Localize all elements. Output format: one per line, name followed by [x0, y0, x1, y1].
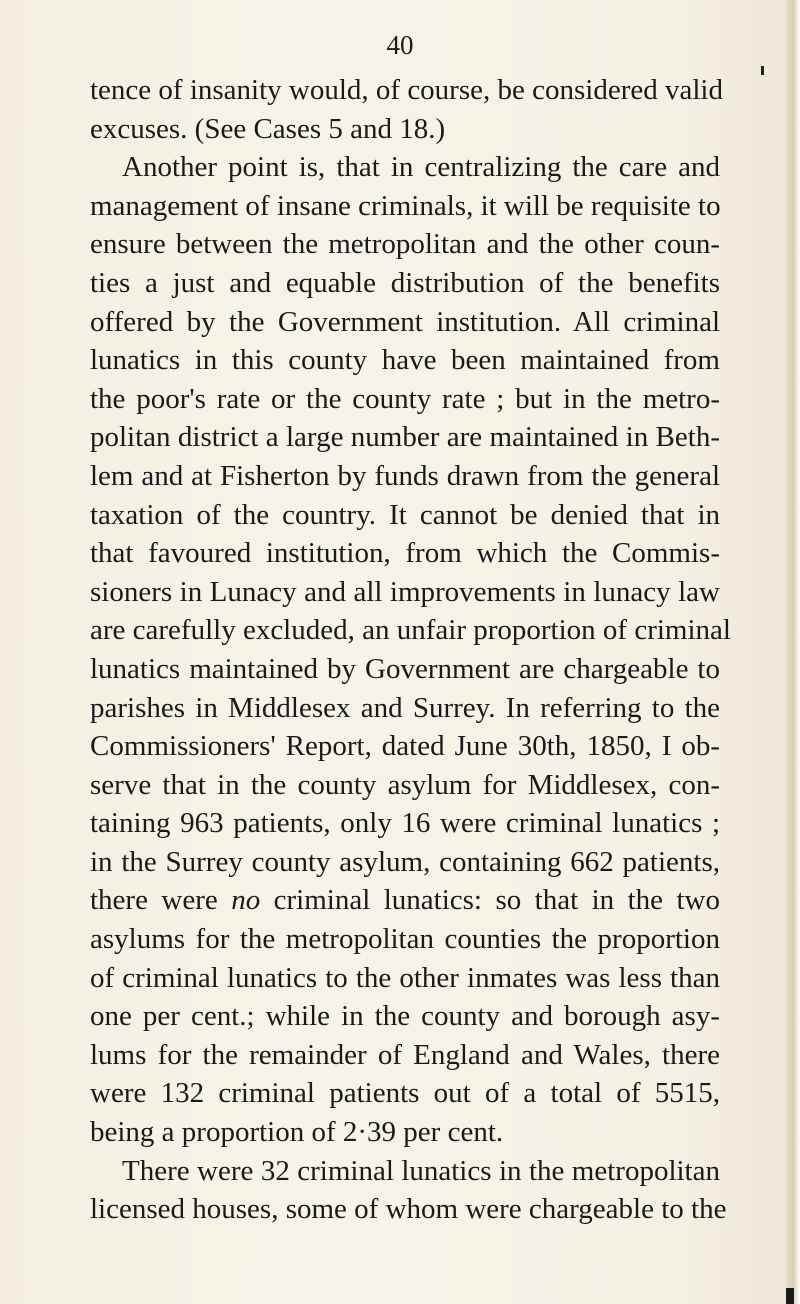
text-line: Commissioners' Report, dated June 30th, 1850, I ob-: [90, 730, 720, 763]
text-line: in the Surrey county asylum, containing 662 patients,: [90, 845, 720, 878]
text-line: of criminal lunatics to the other inmates was less than: [90, 961, 720, 994]
text-line: asylums for the metropolitan counties the proportion: [90, 923, 720, 956]
text-line: licensed houses, some of whom were chargeable to the: [90, 1193, 727, 1226]
emphasis-no: no: [231, 884, 261, 917]
text-line: that favoured institution, from which the Commis-: [90, 537, 720, 570]
page-number: 40: [386, 30, 414, 60]
text-line: tence of insanity would, of course, be considered valid: [90, 74, 723, 106]
text-line: serve that in the county asylum for Middlesex, con-: [90, 768, 720, 801]
text-line: taining 963 patients, only 16 were criminal lunatics ;: [90, 807, 720, 840]
edge-mark: [761, 66, 764, 75]
text-line: ensure between the metropolitan and the other coun-: [90, 228, 720, 261]
page-edge: [786, 0, 800, 1304]
text-line: taxation of the country. It cannot be denied that in: [90, 498, 720, 531]
text-line: offered by the Government institution. All criminal: [90, 305, 720, 338]
text-line: were 132 criminal patients out of a total of 5515,: [90, 1077, 720, 1110]
text-line: management of insane criminals, it will be requisite to: [90, 189, 721, 222]
text-line: one per cent.; while in the county and borough asy-: [90, 1000, 720, 1033]
text-line: lunatics in this county have been maintained from: [90, 344, 720, 377]
edge-mark: [786, 1288, 794, 1304]
text-segment: criminal lunatics: so that in the two: [273, 884, 720, 917]
text-line: ties a just and equable distribution of the benefits: [90, 266, 720, 299]
text-line: being a proportion of 2·39 per cent.: [90, 1116, 504, 1149]
text-line: excuses. (See Cases 5 and 18.): [90, 112, 446, 145]
text-line: There were 32 criminal lunatics in the metropolitan: [122, 1154, 720, 1187]
text-line: parishes in Middlesex and Surrey. In referring to the: [90, 691, 720, 724]
text-segment: there were: [90, 884, 218, 917]
body-text: [90, 71, 731, 1229]
text-line: lem and at Fisherton by funds drawn from the general: [90, 459, 720, 492]
text-line: sioners in Lunacy and all improvements in lunacy law: [90, 575, 720, 608]
text-line: the poor's rate or the county rate ; but in the metro-: [90, 382, 720, 415]
text-line: lums for the remainder of England and Wales, there: [90, 1038, 720, 1071]
text-line-with-emphasis: [90, 881, 720, 920]
text-line: are carefully excluded, an unfair proportion of criminal: [90, 614, 731, 647]
text-line: lunatics maintained by Government are chargeable to: [90, 652, 720, 685]
text-line: politan district a large number are maintained in Beth-: [90, 421, 720, 454]
text-line: Another point is, that in centralizing the care and: [122, 151, 720, 184]
